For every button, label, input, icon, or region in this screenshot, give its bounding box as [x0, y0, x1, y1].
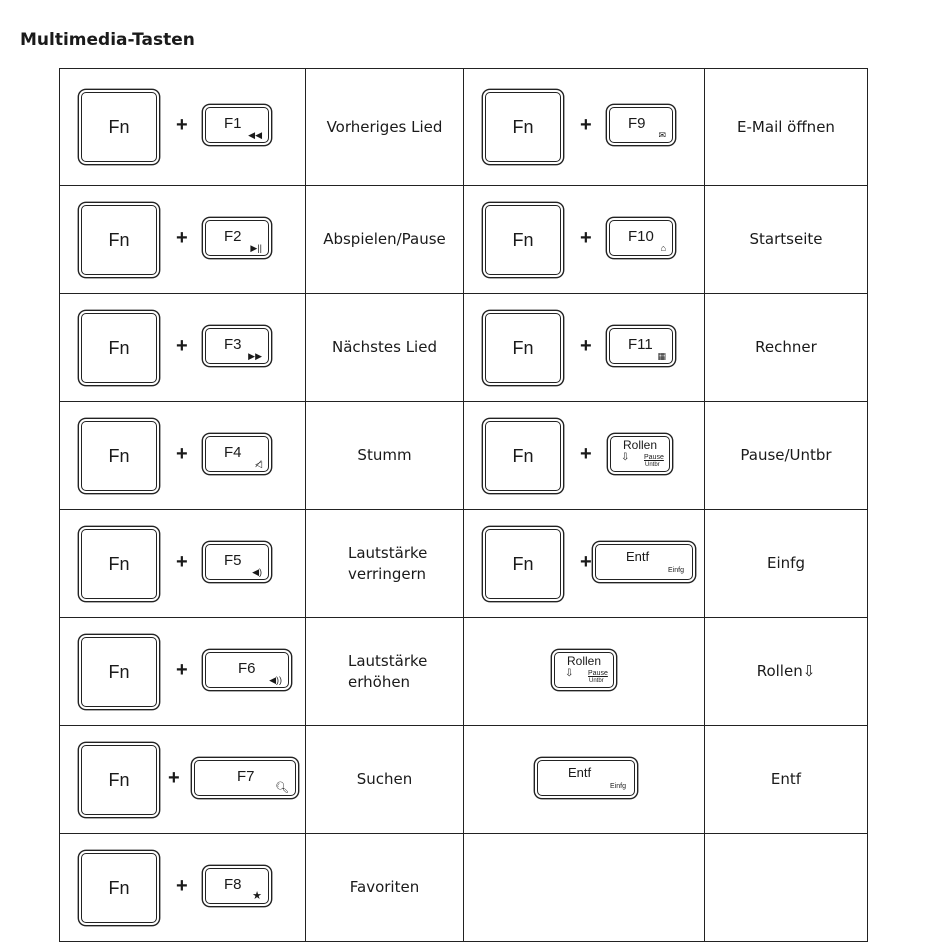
plus-sign: + [176, 658, 188, 681]
arrow-down-icon: ⇩ [621, 451, 630, 463]
plus-sign: + [580, 442, 592, 465]
desc-favorites: Favoriten [306, 834, 464, 942]
fn-key: Fn [81, 529, 157, 599]
fn-key: Fn [81, 745, 157, 815]
desc-home-page: Startseite [705, 186, 868, 294]
desc-rollen: Rollen⇩ [705, 618, 868, 726]
previous-track-icon: ◀◀ [248, 130, 262, 140]
fn-key: Fn [485, 529, 561, 599]
volume-down-icon: ◀) [252, 566, 262, 577]
plus-sign: + [176, 442, 188, 465]
desc-open-email: E-Mail öffnen [705, 69, 868, 186]
f7-key: F7 🔍︎ [194, 760, 296, 796]
page-title: Multimedia-Tasten [20, 30, 195, 50]
desc-next-track: Nächstes Lied [306, 294, 464, 402]
f8-key: F8 ★ [205, 868, 269, 904]
plus-sign: + [176, 114, 188, 136]
entf-key: Entf Einfg [537, 760, 635, 796]
f11-key: F11 ▦ [609, 328, 673, 364]
volume-up-icon: ◀)) [269, 674, 282, 685]
f6-key: F6 ◀)) [205, 652, 289, 688]
table-row [60, 294, 868, 402]
fn-key: Fn [81, 92, 157, 162]
fn-key: Fn [81, 853, 157, 923]
rollen-key: Rollen ⇩ Pause Untbr [554, 652, 614, 688]
f1-key: F1 ◀◀ [205, 107, 269, 143]
fn-key: Fn [81, 313, 157, 383]
f9-key: F9 ✉ [609, 107, 673, 143]
desc-previous-track: Vorheriges Lied [306, 69, 464, 186]
desc-calculator: Rechner [705, 294, 868, 402]
table-row [60, 726, 868, 834]
fn-key: Fn [485, 313, 561, 383]
plus-sign: + [176, 550, 188, 573]
empty-cell [464, 834, 705, 942]
play-pause-icon: ▶|| [250, 242, 262, 253]
desc-volume-down: Lautstärke verringern [306, 510, 464, 618]
table-row [60, 618, 868, 726]
search-icon: 🔍︎ [275, 781, 289, 794]
plus-sign: + [176, 226, 188, 249]
plus-sign: + [168, 766, 180, 789]
entf-key: Entf Einfg [595, 544, 693, 580]
desc-einfg: Einfg [705, 510, 868, 618]
table-row [60, 402, 868, 510]
fn-key: Fn [485, 205, 561, 275]
fn-key: Fn [81, 421, 157, 491]
rollen-key: Rollen ⇩ Pause Untbr [610, 436, 670, 472]
fn-key: Fn [485, 92, 561, 162]
arrow-down-icon: ⇩ [565, 667, 574, 679]
fn-key: Fn [81, 205, 157, 275]
plus-sign: + [580, 334, 592, 357]
desc-mute: Stumm [306, 402, 464, 510]
mute-icon: ◁̸ [255, 458, 262, 469]
empty-cell [705, 834, 868, 942]
f10-key: F10 ⌂ [609, 220, 673, 256]
fn-key: Fn [485, 421, 561, 491]
plus-sign: + [580, 550, 592, 573]
table-row [60, 69, 868, 186]
mail-icon: ✉ [658, 130, 666, 140]
key-table [59, 68, 868, 942]
plus-sign: + [176, 874, 188, 897]
plus-sign: + [176, 334, 188, 357]
f2-key: F2 ▶|| [205, 220, 269, 256]
desc-search: Suchen [306, 726, 464, 834]
next-track-icon: ▶▶ [248, 350, 262, 361]
table-row [60, 834, 868, 942]
calculator-icon: ▦ [657, 350, 666, 361]
table-row [60, 510, 868, 618]
star-icon: ★ [252, 889, 262, 902]
fn-key: Fn [81, 637, 157, 707]
plus-sign: + [580, 226, 592, 249]
desc-play-pause: Abspielen/Pause [306, 186, 464, 294]
f3-key: F3 ▶▶ [205, 328, 269, 364]
f5-key: F5 ◀) [205, 544, 269, 580]
desc-pause-untbr: Pause/Untbr [705, 402, 868, 510]
table-row [60, 186, 868, 294]
plus-sign: + [580, 114, 592, 136]
desc-entf: Entf [705, 726, 868, 834]
desc-volume-up: Lautstärke erhöhen [306, 618, 464, 726]
f4-key: F4 ◁̸ [205, 436, 269, 472]
home-icon: ⌂ [660, 242, 666, 253]
